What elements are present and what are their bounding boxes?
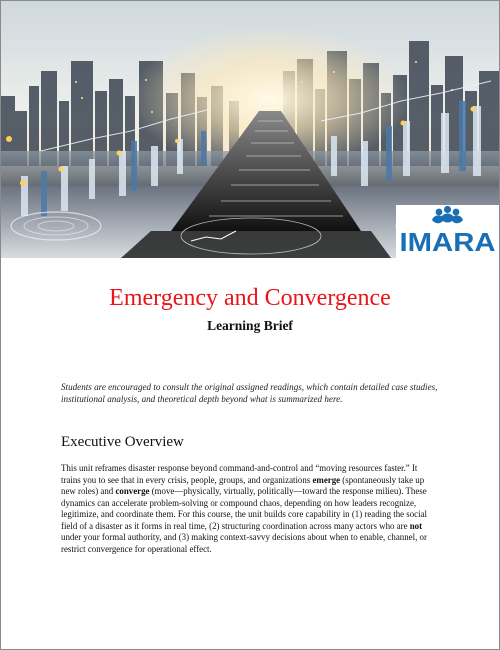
document-subtitle: Learning Brief [207,318,293,333]
section-heading: Executive Overview [61,434,184,450]
emphasis-emerge: emerge [312,474,341,485]
readings-note: Students are encouraged to consult the original assigned readings, which contain detailed case studies, institutional analysis, and theoretical depth beyond what is summarized here. [61,382,438,404]
imara-logo [396,205,499,258]
emphasis-converge: converge [115,486,150,496]
body-text-part: (move—physically, virtually, politically—toward the response milieu). These dynamics can accelerate problem-solving or compound chaos, depending on how leaders recognize, legitimize, and coordinate them. For this course, the unit builds core capability in (1) reading the social field of a disaster as it forms in real time, (2) structuring coordination across many actors who are [61,486,427,531]
body-text-part: under your formal authority, and (3) making context-savvy decisions about when to enable, channel, or restrict convergence for operational effect. [61,532,427,554]
logo-emblem-icon [432,206,463,223]
logo-wordmark: IMARA [399,227,496,257]
emphasis-not: not [409,520,423,531]
body-text-part: This unit reframes disaster response beyond command-and-control and “moving resources faster.” It trains you to see that in every crisis, people, groups, and organizations [61,463,418,485]
document-title: Emergency and Convergence [109,285,391,311]
body-text-part: (spontaneously take up new roles) and [61,474,425,496]
executive-overview-paragraph [61,463,437,555]
